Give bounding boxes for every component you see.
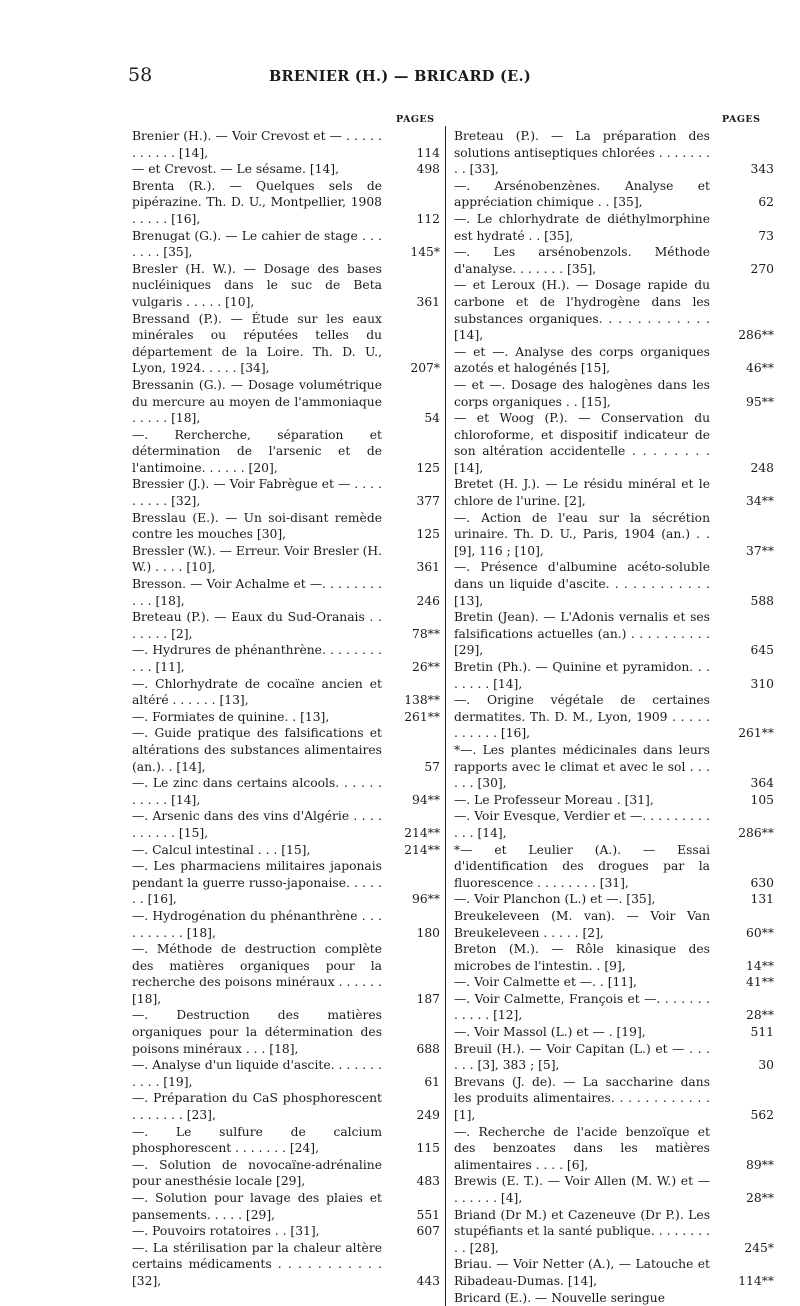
index-entry <box>454 941 776 974</box>
index-entry <box>132 858 442 908</box>
entry-text: —. Hydrures de phénanthrène. . . . . . . . . . . [11], <box>132 643 382 674</box>
entry-page: 364 <box>750 776 774 791</box>
index-entry <box>454 1041 776 1074</box>
entry-page: 131 <box>750 892 774 907</box>
entry-text: —. Voir Evesque, Verdier et —. . . . . . . . . . . . [14], <box>454 809 710 840</box>
index-entry <box>132 377 442 427</box>
entry-page: 34** <box>746 494 774 509</box>
index-entry <box>132 128 442 161</box>
entry-text: —. Solution pour lavage des plaies et pansements. . . . . [29], <box>132 1191 382 1222</box>
entry-text: Briau. — Voir Netter (A.), — Latouche et Ribadeau-Dumas. [14], <box>454 1257 710 1288</box>
index-entry <box>132 808 442 841</box>
index-entry <box>454 1024 776 1041</box>
entry-page: 37** <box>746 543 774 558</box>
index-entry <box>454 792 776 809</box>
index-entry <box>132 228 442 261</box>
entry-page: 588 <box>750 593 774 608</box>
index-entry <box>132 576 442 609</box>
page-number: 58 <box>128 64 153 86</box>
entry-page: 62 <box>758 195 774 210</box>
entry-page: 483 <box>416 1174 440 1189</box>
entry-text: —. Le sulfure de calcium phosphorescent . . . . . . . [24], <box>132 1124 382 1156</box>
entry-page: 443 <box>416 1273 440 1288</box>
entry-text: Brenugat (G.). — Le cahier de stage . . . . . . . [35], <box>132 228 382 260</box>
entry-page: 30 <box>758 1058 774 1073</box>
index-entry <box>454 1074 776 1124</box>
entry-page: 78** <box>412 626 440 641</box>
index-entry <box>454 659 776 692</box>
entry-text: Breton (M.). — Rôle kinasique des microbes de l'intestin. . [9], <box>454 942 710 973</box>
entry-text: Bricard (E.). — Nouvelle seringue <box>454 1290 665 1305</box>
index-entry <box>454 1290 776 1306</box>
entry-page: 94** <box>412 792 440 807</box>
entry-page: 14** <box>746 958 774 973</box>
entry-page: 498 <box>416 162 440 177</box>
entry-page: 688 <box>416 1041 440 1056</box>
entry-text: —. Le Professeur Moreau . [31], <box>454 792 654 807</box>
entry-page: 41** <box>746 975 774 990</box>
index-entry <box>132 1240 442 1290</box>
index-entry <box>132 609 442 642</box>
entry-page: 286** <box>738 825 774 840</box>
entry-page: 26** <box>412 660 440 674</box>
entry-text: — et —. Dosage des halogènes dans les corps organiques . . [15], <box>454 377 710 409</box>
entry-text: —. Voir Planchon (L.) et —. [35], <box>454 892 656 907</box>
right-column <box>454 128 776 1306</box>
entry-page: 28** <box>746 1008 774 1023</box>
entry-page: 138** <box>404 693 440 708</box>
entry-page: 248 <box>750 460 774 475</box>
entry-text: —. Hydrogénation du phénanthrène . . . . . . . . . . [18], <box>132 908 382 940</box>
entry-page: 562 <box>750 1108 774 1123</box>
entry-text: Bressier (J.). — Voir Fabrègue et — . . . . . . . . . [32], <box>132 477 382 509</box>
index-entry <box>454 991 776 1024</box>
entry-text: Bretin (Ph.). — Quinine et pyramidon. . . . . . . . [14], <box>454 660 710 691</box>
entry-text: — et Woog (P.). — Conservation du chloroforme, et dispositif indicateur de son altération accidentelle . . . . . . . . [14], <box>454 411 710 475</box>
entry-text: —. Préparation du CaS phosphorescent . . . . . . . [23], <box>132 1091 382 1123</box>
entry-page: 377 <box>416 494 440 509</box>
entry-page: 115 <box>416 1141 440 1156</box>
index-entry <box>454 377 776 410</box>
entry-text: Brenta (R.). — Quelques sels de pipérazine. Th. D. U., Montpellier, 1908 . . . . . [16], <box>132 178 382 226</box>
entry-text: Breuil (H.). — Voir Capitan (L.) et — . . . . . . [3], 383 ; [5], <box>454 1041 710 1073</box>
entry-text: *—. Les plantes médicinales dans leurs rapports avec le climat et avec le sol . . . . . . [30], <box>454 742 710 791</box>
entry-text: —. Origine végétale de certaines dermatites. Th. D. M., Lyon, 1909 . . . . . . . . . . . [16], <box>454 693 710 741</box>
entry-page: 54 <box>424 411 440 426</box>
index-entry <box>454 510 776 560</box>
index-entry <box>132 1190 442 1223</box>
entry-text: —. Le zinc dans certains alcools. . . . . . . . . . . [14], <box>132 776 382 807</box>
index-entry <box>132 1157 442 1190</box>
entry-text: Bressanin (G.). — Dosage volumétrique du mercure au moyen de l'ammoniaque . . . . . [18], <box>132 377 382 426</box>
index-entry <box>132 178 442 228</box>
entry-page: 187 <box>416 991 440 1006</box>
entry-text: Breukeleveen (M. van). — Voir Van Breukeleveen . . . . . [2], <box>454 908 710 940</box>
index-entry <box>454 211 776 244</box>
index-entry <box>132 1124 442 1157</box>
entry-text: —. Formiates de quinine. . [13], <box>132 709 330 724</box>
index-entry <box>132 725 442 775</box>
entry-text: Bressler (W.). — Erreur. Voir Bresler (H. W.) . . . . [10], <box>132 543 382 575</box>
index-entry <box>454 1173 776 1206</box>
index-entry <box>454 692 776 742</box>
entry-page: 145* <box>410 245 440 260</box>
index-entry <box>454 742 776 792</box>
entry-page: 511 <box>750 1025 774 1040</box>
entry-text: —. Voir Calmette et —. . [11], <box>454 975 637 990</box>
index-entry <box>454 609 776 659</box>
entry-page: 105 <box>750 792 774 807</box>
entry-page: 96** <box>412 892 440 907</box>
entry-text: Bretin (Jean). — L'Adonis vernalis et ses falsifications actuelles (an.) . . . . . . . . . . [29], <box>454 610 710 658</box>
entry-page: 270 <box>750 261 774 276</box>
index-entry <box>132 1223 442 1240</box>
index-entry <box>132 261 442 311</box>
entry-page: 630 <box>750 875 774 890</box>
entry-text: —. Action de l'eau sur la sécrétion urinaire. Th. D. U., Paris, 1904 (an.) . . [9], 116 ; [10], <box>454 510 710 558</box>
left-column <box>132 128 442 1290</box>
entry-page: 261** <box>738 726 774 741</box>
index-entry <box>132 642 442 675</box>
index-entry <box>132 543 442 576</box>
index-entry <box>454 808 776 841</box>
entry-page: 343 <box>750 162 774 177</box>
index-entry <box>132 510 442 543</box>
entry-text: —. Chlorhydrate de cocaïne ancien et altéré . . . . . . [13], <box>132 676 382 708</box>
entry-text: —. La stérilisation par la chaleur altère certains médicaments . . . . . . . . . . . [32], <box>132 1240 382 1288</box>
entry-page: 89** <box>746 1157 774 1172</box>
entry-page: 261** <box>404 709 440 724</box>
entry-text: —. Voir Massol (L.) et — . [19], <box>454 1025 646 1040</box>
entry-text: —. Présence d'albumine acéto-soluble dans un liquide d'ascite. . . . . . . . . . . . [13], <box>454 560 710 608</box>
index-entry <box>454 344 776 377</box>
entry-text: — et Leroux (H.). — Dosage rapide du carbone et de l'hydrogène dans les substances organiques. . . . . . . . . . . . [14], <box>454 278 710 343</box>
index-entry <box>132 427 442 477</box>
entry-text: *— et Leulier (A.). — Essai d'identification des drogues par la fluorescence . . . . . . . . [31], <box>454 842 710 890</box>
entry-text: Brewis (E. T.). — Voir Allen (M. W.) et — . . . . . . [4], <box>454 1174 710 1205</box>
entry-page: 125 <box>416 460 440 475</box>
index-entry <box>454 277 776 343</box>
entry-text: Bresson. — Voir Achalme et —. . . . . . . . . . . [18], <box>132 577 382 608</box>
entry-page: 73 <box>758 228 774 243</box>
entry-page: 214** <box>404 842 440 857</box>
entry-page: 286** <box>738 328 774 343</box>
entry-page: 180 <box>416 925 440 940</box>
entry-text: —. Rercherche, séparation et détermination de l'arsenic et de l'antimoine. . . . . . [20], <box>132 427 382 475</box>
entry-text: —. Méthode de destruction complète des matières organiques pour la recherche des poisons minéraux . . . . . . [18], <box>132 942 382 1006</box>
entry-page: 61 <box>424 1074 440 1089</box>
entry-page: 28** <box>746 1191 774 1205</box>
index-entry <box>132 908 442 941</box>
index-entry <box>454 559 776 609</box>
entry-page: 310 <box>750 676 774 691</box>
entry-text: Breteau (P.). — Eaux du Sud-Oranais . . . . . . . [2], <box>132 610 382 641</box>
entry-text: —. Le chlorhydrate de diéthylmorphine est hydraté . . [35], <box>454 211 710 243</box>
index-entry <box>454 842 776 892</box>
entry-page: 645 <box>750 643 774 658</box>
index-entry <box>132 476 442 509</box>
entry-text: —. Analyse d'un liquide d'ascite. . . . . . . . . . . [19], <box>132 1058 382 1089</box>
entry-page: 249 <box>416 1108 440 1123</box>
index-entry <box>454 1256 776 1289</box>
index-entry <box>132 842 442 859</box>
entry-text: —. Voir Calmette, François et —. . . . . . . . . . . . [12], <box>454 991 710 1023</box>
entry-text: Bresler (H. W.). — Dosage des bases nucléiniques dans le suc de Beta vulgaris . . . . . [10], <box>132 261 382 309</box>
entry-text: Brenier (H.). — Voir Crevost et — . . . . . . . . . . . [14], <box>132 129 382 160</box>
pages-label-left: PAGES <box>396 114 435 125</box>
entry-text: — et —. Analyse des corps organiques azotés et halogénés [15], <box>454 344 710 376</box>
entry-page: 125 <box>416 527 440 542</box>
entry-page: 245* <box>744 1240 774 1255</box>
entry-text: Briand (Dr M.) et Cazeneuve (Dr P.). Les stupéfiants et la santé publique. . . . . . . . . . [28], <box>454 1207 710 1255</box>
entry-text: Bretet (H. J.). — Le résidu minéral et le chlore de l'urine. [2], <box>454 477 710 509</box>
index-entry <box>454 974 776 991</box>
pages-label-right: PAGES <box>722 114 761 125</box>
index-entry <box>454 891 776 908</box>
index-entry <box>132 709 442 726</box>
entry-page: 361 <box>416 294 440 309</box>
entry-text: Brevans (J. de). — La saccharine dans les produits alimentaires. . . . . . . . . . . . [1], <box>454 1074 710 1123</box>
entry-text: —. Solution de novocaïne-adrénaline pour anesthésie locale [29], <box>132 1157 382 1189</box>
index-entry <box>454 178 776 211</box>
entry-text: —. Arsénobenzènes. Analyse et appréciation chimique . . [35], <box>454 178 710 210</box>
entry-page: 57 <box>424 759 440 774</box>
index-entry <box>132 311 442 377</box>
entry-page: 95** <box>746 394 774 409</box>
entry-page: 214** <box>404 825 440 840</box>
index-entry <box>454 476 776 509</box>
entry-text: —. Arsenic dans des vins d'Algérie . . . . . . . . . . [15], <box>132 809 382 840</box>
entry-text: —. Pouvoirs rotatoires . . [31], <box>132 1224 320 1239</box>
entry-text: —. Calcul intestinal . . . [15], <box>132 842 311 857</box>
entry-page: 114 <box>416 145 440 160</box>
entry-page: 607 <box>416 1224 440 1239</box>
entry-text: Bressand (P.). — Étude sur les eaux minérales ou réputées telles du département de la Loire. Th. D. U., Lyon, 1924. . . . . [34], <box>132 311 382 376</box>
entry-page: 114** <box>738 1273 774 1288</box>
entry-text: —. Guide pratique des falsifications et altérations des substances alimentaires (an.). . [14], <box>132 726 382 774</box>
index-entry <box>454 244 776 277</box>
index-entry <box>132 1007 442 1057</box>
index-entry <box>132 1057 442 1090</box>
index-entry <box>132 676 442 709</box>
index-entry <box>132 161 442 178</box>
entry-text: Breteau (P.). — La préparation des solutions antiseptiques chlorées . . . . . . . . . [33], <box>454 129 710 177</box>
entry-page: 361 <box>416 560 440 575</box>
running-head: BRENIER (H.) — BRICARD (E.) <box>268 68 532 85</box>
entry-text: Bresslau (E.). — Un soi-disant remède contre les mouches [30], <box>132 510 382 542</box>
index-entry <box>132 775 442 808</box>
entry-text: —. Les pharmaciens militaires japonais pendant la guerre russo-japonaise. . . . . . . [16], <box>132 859 382 907</box>
index-entry <box>132 941 442 1007</box>
entry-page: 112 <box>416 211 440 226</box>
entry-page: 207* <box>410 361 440 376</box>
column-divider <box>445 126 446 1306</box>
entry-text: —. Destruction des matières organiques pour la détermination des poisons minéraux . . . [18], <box>132 1008 382 1056</box>
entry-page: 60** <box>746 925 774 940</box>
entry-page: 551 <box>416 1207 440 1222</box>
index-entry <box>454 128 776 178</box>
index-entry <box>132 1090 442 1123</box>
entry-text: — et Crevost. — Le sésame. [14], <box>132 162 340 177</box>
index-entry <box>454 410 776 476</box>
index-entry <box>454 908 776 941</box>
entry-text: —. Les arsénobenzols. Méthode d'analyse. . . . . . . [35], <box>454 245 710 276</box>
index-entry <box>454 1124 776 1174</box>
entry-text: —. Recherche de l'acide benzoïque et des benzoates dans les matières alimentaires . . . . [6], <box>454 1124 710 1172</box>
entry-page: 46** <box>746 361 774 376</box>
index-entry <box>454 1207 776 1257</box>
entry-page: 246 <box>416 593 440 608</box>
